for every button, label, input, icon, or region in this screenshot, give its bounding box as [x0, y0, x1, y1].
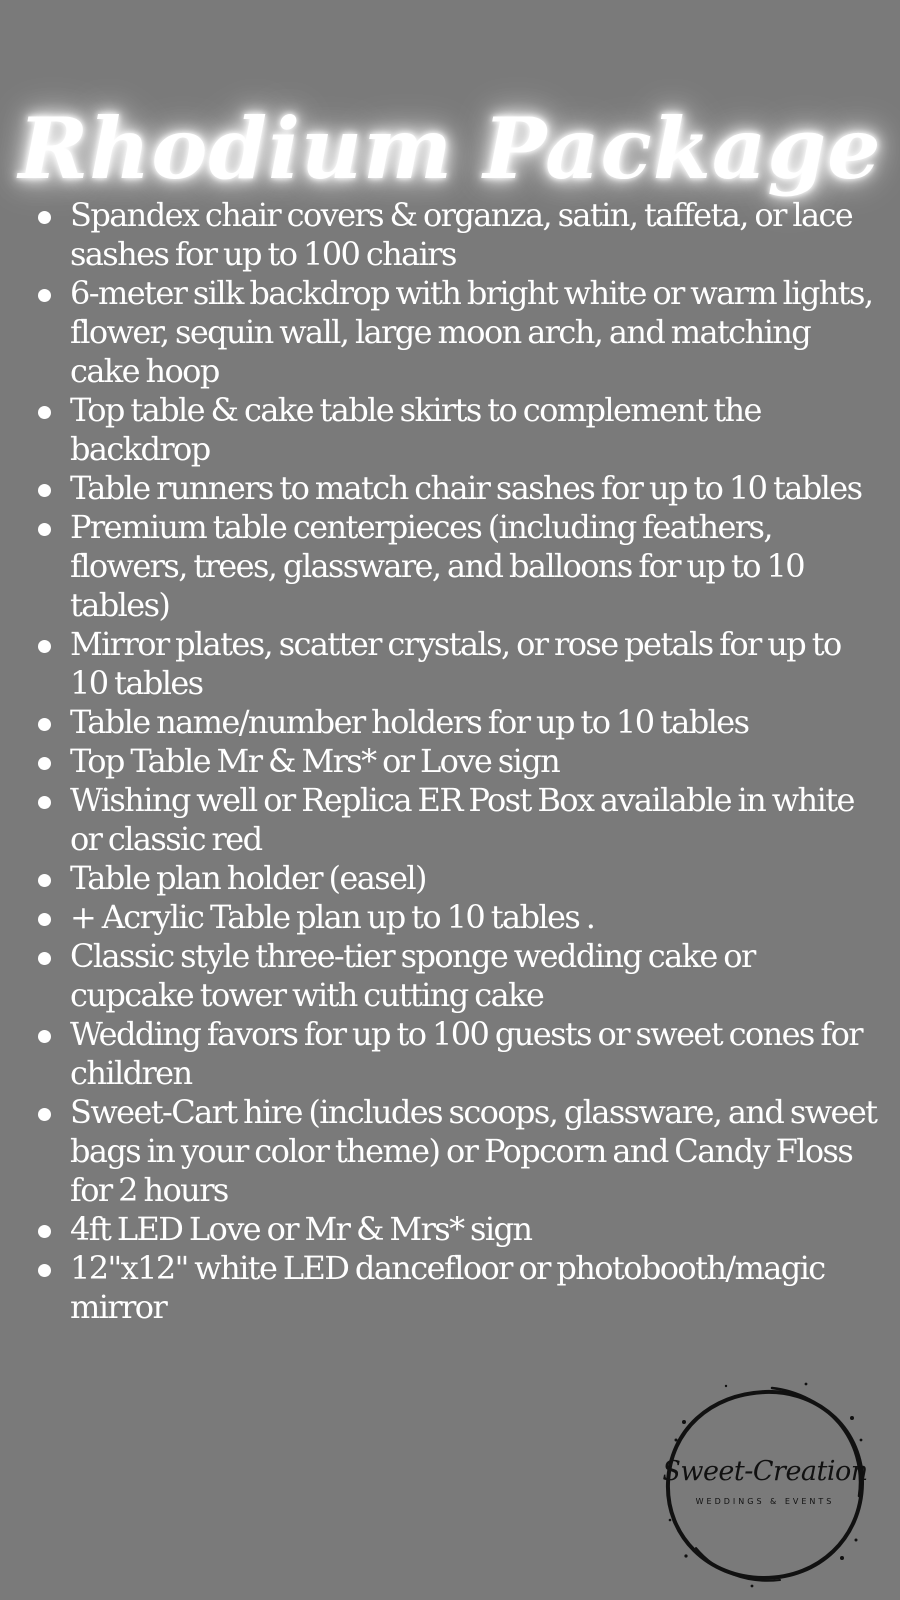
list-item-text: Sweet-Cart hire (includes scoops, glassware, and sweet bags in your color theme) or Popcorn and Candy Floss for 2 hours [70, 1093, 877, 1209]
list-item-text: Table runners to match chair sashes for up to 10 tables [70, 469, 862, 507]
logo-name: Sweet-Creation [662, 1456, 868, 1487]
bullet-dot-icon [38, 640, 51, 653]
list-item-text: Table plan holder (easel) [70, 859, 426, 897]
list-item [0, 625, 880, 703]
circle-ring-icon [656, 1380, 874, 1590]
list-item [0, 1015, 880, 1093]
feature-list [0, 196, 880, 1327]
list-item-text: Top Table Mr & Mrs* or Love sign [70, 742, 560, 780]
list-item [0, 742, 880, 781]
bullet-dot-icon [38, 406, 51, 419]
list-item-text: Premium table centerpieces (including feathers, flowers, trees, glassware, and balloons for up to 10 tables) [70, 508, 804, 624]
list-item [0, 196, 880, 274]
list-item-text: Mirror plates, scatter crystals, or rose petals for up to 10 tables [70, 625, 841, 702]
list-item [0, 898, 880, 937]
bullet-dot-icon [38, 952, 51, 965]
list-item-text: 4ft LED Love or Mr & Mrs* sign [70, 1210, 532, 1248]
bullet-dot-icon [38, 913, 51, 926]
bullet-dot-icon [38, 718, 51, 731]
list-item [0, 508, 880, 625]
list-item-text: + Acrylic Table plan up to 10 tables . [70, 898, 595, 936]
bullet-dot-icon [38, 484, 51, 497]
list-item [0, 391, 880, 469]
bullet-dot-icon [38, 211, 51, 224]
logo-tagline: WEDDINGS & EVENTS [695, 1497, 835, 1506]
bullet-dot-icon [38, 757, 51, 770]
list-item-text: Wedding favors for up to 100 guests or sweet cones for children [70, 1015, 862, 1092]
list-item-text: Top table & cake table skirts to complement the backdrop [70, 391, 761, 468]
list-item-text: 6-meter silk backdrop with bright white or warm lights, flower, sequin wall, large moon arch, and matching cake hoop [70, 274, 873, 390]
bullet-dot-icon [38, 1225, 51, 1238]
bullet-dot-icon [38, 1030, 51, 1043]
list-item-text: Wishing well or Replica ER Post Box available in white or classic red [70, 781, 854, 858]
list-item [0, 1249, 880, 1327]
list-item-text: Classic style three-tier sponge wedding cake or cupcake tower with cutting cake [70, 937, 755, 1014]
list-item [0, 274, 880, 391]
list-item [0, 703, 880, 742]
list-item-text: Table name/number holders for up to 10 tables [70, 703, 749, 741]
bullet-dot-icon [38, 796, 51, 809]
list-item [0, 781, 880, 859]
list-item [0, 937, 880, 1015]
package-title: Rhodium Package [18, 99, 882, 199]
list-item [0, 1210, 880, 1249]
list-item [0, 469, 880, 508]
bullet-dot-icon [38, 1264, 51, 1277]
list-item [0, 1093, 880, 1210]
bullet-dot-icon [38, 1108, 51, 1121]
bullet-dot-icon [38, 289, 51, 302]
bullet-dot-icon [38, 523, 51, 536]
brand-logo [656, 1380, 874, 1590]
bullet-dot-icon [38, 874, 51, 887]
list-item-text: Spandex chair covers & organza, satin, taffeta, or lace sashes for up to 100 chairs [70, 196, 853, 273]
list-item [0, 859, 880, 898]
list-item-text: 12"x12" white LED dancefloor or photobooth/magic mirror [70, 1249, 825, 1326]
